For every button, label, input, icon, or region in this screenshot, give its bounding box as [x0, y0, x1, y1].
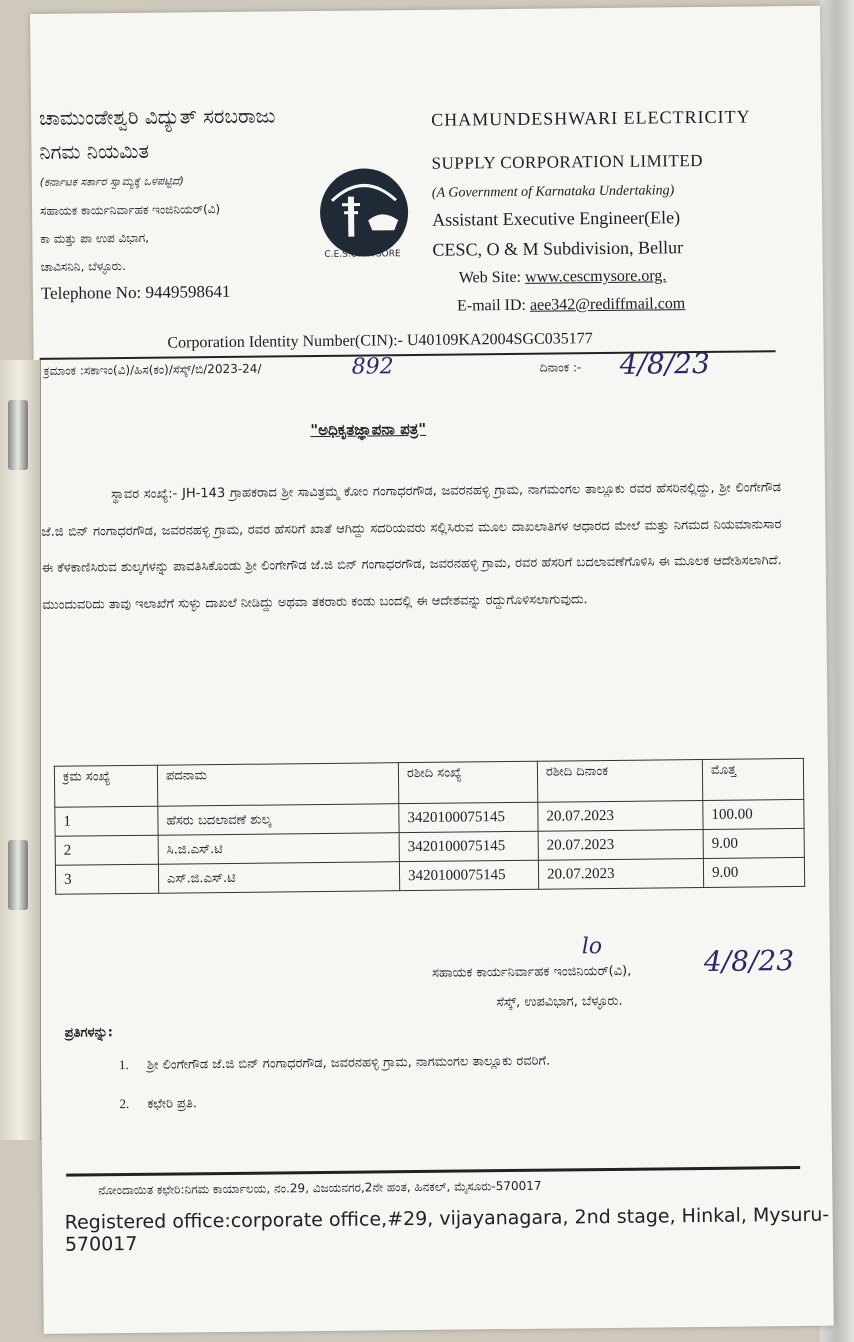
cell-designation: ಸಿ.ಜಿ.ಎಸ್.ಟಿ: [158, 833, 399, 865]
signatory-designation: ಸಹಾಯಕ ಕಾರ್ಯನಿರ್ವಾಹಕ ಇಂಜಿನಿಯರ್(ವಿ),: [431, 963, 632, 981]
date-label: ದಿನಾಂಕ :-: [539, 360, 582, 375]
copies-list: [119, 1046, 780, 1131]
subdivision-kannada: ಕಾ ಮತ್ತು ಪಾ ಉಪ ವಿಭಾಗ,: [40, 230, 150, 246]
cell-amount: 9.00: [703, 828, 804, 858]
cell-receipt-no: 3420100075145: [399, 831, 538, 861]
fees-table: [54, 758, 805, 895]
col-header-receipt-no: ರಶೀದಿ ಸಂಖ್ಯೆ: [398, 761, 537, 803]
email-link[interactable]: aee342@rediffmail.com: [529, 295, 686, 314]
document-title: "ಅಧಿಕೃತಜ್ಞಾಪನಾ ಪತ್ರ": [310, 419, 427, 440]
email-label: E-mail ID:: [456, 296, 531, 315]
company-name-kannada-line1: ಚಾಮುಂಡೇಶ್ವರಿ ವಿದ್ಯುತ್ ಸರಬರಾಜು: [38, 103, 276, 130]
col-header-designation: ಪದನಾಮ: [157, 763, 398, 807]
copies-heading: ಪ್ರತಿಗಳನ್ನು:: [64, 1025, 113, 1041]
document-page: [30, 6, 834, 1334]
signatory-office: ಸೆಸ್ಕ್, ಉಪವಿಭಾಗ, ಬೆಳ್ಳೂರು.: [496, 993, 623, 1011]
col-header-receipt-date: ರಶೀದಿ ದಿನಾಂಕ: [537, 760, 702, 803]
reference-number-handwritten: 892: [351, 354, 394, 380]
cell-serial: 1: [55, 806, 158, 836]
subdivision-english: CESC, O & M Subdivision, Bellur: [432, 237, 684, 260]
email-line: [457, 295, 685, 315]
registered-office-english: Registered office:corporate office,#29, vijayanagara, 2nd stage, Hinkal, Mysuru-570017: [64, 1203, 830, 1256]
website-line: [459, 267, 667, 287]
cell-serial: 3: [55, 864, 158, 894]
govt-undertaking-english: (A Government of Karnataka Undertaking): [431, 183, 675, 201]
govt-undertaking-kannada: (ಕರ್ನಾಟಕ ಸರ್ಕಾರ ಸ್ವಾಮ್ಯಕ್ಕೆ ಒಳಪಟ್ಟಿದೆ): [39, 174, 184, 189]
cell-receipt-date: 20.07.2023: [538, 800, 703, 831]
reference-label: ಕ್ರಮಾಂಕ :ಸಕಾಇಂ(ವಿ)/ಹಿಸ(ಕಂ)/ಸೆಸ್ಕ್/ಬಿ/2023-24/: [43, 361, 262, 378]
cin-number: Corporation Identity Number(CIN):- U40109KA2004SGC035177: [167, 330, 593, 352]
cell-amount: 100.00: [703, 799, 804, 829]
telephone-number: Telephone No: 9449598641: [40, 281, 231, 303]
company-name-english-line1: CHAMUNDESHWARI ELECTRICITY: [431, 106, 751, 130]
website-label: Web Site:: [458, 268, 526, 287]
cell-amount: 9.00: [703, 857, 804, 887]
body-paragraph: ಸ್ಥಾವರ ಸಂಖ್ಯೆ:- JH-143 ಗ್ರಾಹಕರಾದ ಶ್ರೀ ಸಾವಿತ್ರಮ್ಮ ಕೋಂ ಗಂಗಾಧರಗೌಡ, ಜವರನಹಳ್ಳಿ ಗ್ರಾಮ, ನಾಗಮಂಗಲ ತಾಲ್ಲೂಕು ರವರ ಹೆಸರಿನಲ್ಲಿದ್ದು, ಶ್ರೀ ಲಿಂಗೇಗೌಡ ಜೆ.ಜಿ ಬಿನ್ ಗಂಗಾಧರಗೌಡ, ಜವರನಹಳ್ಳಿ ಗ್ರಾಮ, ರವರ ಹೆಸರಿಗೆ ಖಾತೆ ಆಗಿದ್ದು ಸದರಿಯವರು ಸಲ್ಲಿಸಿರುವ ಮೂಲ ದಾಖಲಾತಿಗಳ ಆಧಾರದ ಮೇಲೆ ಮತ್ತು ನಿಗಮದ ನಿಯಮಾನುಸಾರ ಈ ಕೆಳಕಾಣಿಸಿರುವ ಶುಲ್ಕಗಳನ್ನು ಪಾವತಿಸಿಕೊಂಡು ಶ್ರೀ ಲಿಂಗೇಗೌಡ ಜೆ.ಜಿ ಬಿನ್ ಗಂಗಾಧರಗೌಡ, ಜವರನಹಳ್ಳಿ ಗ್ರಾಮ, ರವರ ಹೆಸರಿಗೆ ಬದಲಾವಣೆಗೊಳಿಸಿ ಈ ಮೂಲಕ ಆದೇಶಿಸಲಾಗಿದೆ. ಮುಂದುವರಿದು ತಾವು ಇಲಾಖೆಗೆ ಸುಳ್ಳು ದಾಖಲೆ ನೀಡಿದ್ದು ಅಥವಾ ತಕರಾರು ಕಂಡು ಬಂದಲ್ಲಿ ಈ ಆದೇಶವನ್ನು ರದ್ದುಗೊಳಿಸಲಾಗುವುದು.: [41, 480, 782, 613]
list-item: 2. ಕಛೇರಿ ಪ್ರತಿ.: [119, 1096, 198, 1112]
cell-receipt-date: 20.07.2023: [538, 858, 703, 889]
cell-receipt-no: 3420100075145: [399, 860, 538, 890]
cell-designation: ಎಸ್.ಜಿ.ಎಸ್.ಟಿ: [158, 862, 399, 894]
office-title-kannada: ಸಹಾಯಕ ಕಾರ್ಯನಿರ್ವಾಹಕ ಇಂಜಿನಿಯರ್(ವಿ): [39, 202, 221, 218]
cell-designation: ಹೆಸರು ಬದಲಾವಣೆ ಶುಲ್ಕ: [158, 804, 399, 836]
footer-divider: [66, 1166, 800, 1177]
registered-office-kannada: ನೋಂದಾಯಿತ ಕಛೇರಿ:ನಿಗಮ ಕಾರ್ಯಾಲಯ, ನಂ.29, ವಿಜಯನಗರ,2ನೇ ಹಂತ, ಹಿನಕಲ್, ಮೈಸೂರು-570017: [98, 1178, 542, 1198]
signature-initials: lo: [581, 934, 603, 960]
clip-fastener: [8, 840, 28, 910]
clip-fastener: [8, 400, 28, 470]
website-link[interactable]: www.cescmysore.org.: [524, 267, 667, 286]
cell-receipt-date: 20.07.2023: [538, 829, 703, 860]
file-clip: [0, 360, 41, 1140]
company-name-kannada-line2: ನಿಗಮ ನಿಯಮಿತ: [39, 138, 150, 164]
list-item: 1. ಶ್ರೀ ಲಿಂಗೇಗೌಡ ಜೆ.ಜಿ ಬಿನ್ ಗಂಗಾಧರಗೌಡ, ಜವರನಹಳ್ಳಿ ಗ್ರಾಮ, ನಾಗಮಂಗಲ ತಾಲ್ಲೂಕು ರವರಿಗೆ.: [118, 1053, 551, 1073]
col-header-amount: ಮೊತ್ತ: [702, 758, 803, 800]
svg-text:C.E.S.C. MYSORE: C.E.S.C. MYSORE: [324, 249, 401, 260]
location-kannada: ಚಾವಿಸನಿನಿ, ಬೆಳ್ಳೂರು.: [40, 259, 126, 274]
col-header-serial: ಕ್ರಮ ಸಂಖ್ಯೆ: [54, 765, 157, 807]
cell-receipt-no: 3420100075145: [399, 802, 538, 832]
cesc-logo: [312, 160, 423, 261]
office-title-english: Assistant Executive Engineer(Ele): [432, 207, 681, 230]
company-name-english-line2: SUPPLY CORPORATION LIMITED: [431, 150, 704, 173]
cell-serial: 2: [55, 835, 158, 865]
signature-date-handwritten: 4/8/23: [703, 944, 795, 978]
date-handwritten: 4/8/23: [619, 346, 710, 381]
